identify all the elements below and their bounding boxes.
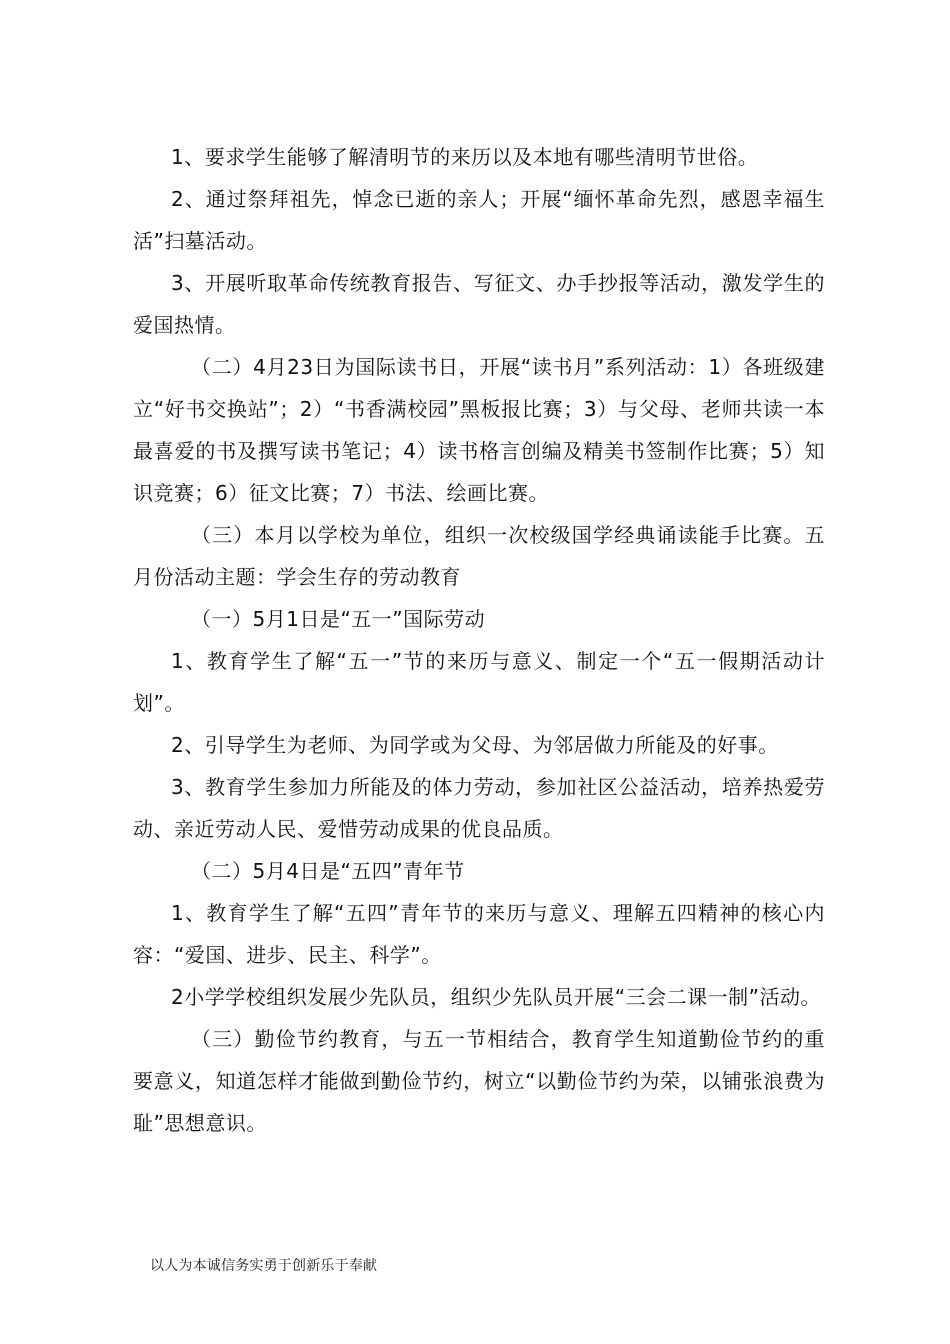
paragraph-qingming-2: 2、通过祭拜祖先，悼念已逝的亲人；开展“缅怀革命先烈，感恩幸福生活”扫墓活动。	[133, 187, 825, 253]
paragraph-reading-month: （二）4月23日为国际读书日，开展“读书月”系列活动：1）各班级建立“好书交换站”；2）“书香满校园”黑板报比赛；3）与父母、老师共读一本最喜爱的书及撰写读书笔记；4）读书格言创编及精美书签制作比赛；5）知识竞赛；6）征文比赛；7）书法、绘画比赛。	[133, 355, 825, 505]
paragraph-mayday-2: 2、引导学生为老师、为同学或为父母、为邻居做力所能及的好事。	[171, 733, 779, 757]
paragraph-youth-2: 2小学学校组织发展少先队员，组织少先队员开展“三会二课一制”活动。	[171, 985, 821, 1009]
paragraph-youth-1: 1、教育学生了解“五四”青年节的来历与意义、理解五四精神的核心内容：“爱国、进步、民主、科学”。	[133, 901, 825, 967]
paragraph-thrift: （三）勤俭节约教育，与五一节相结合，教育学生知道勤俭节约的重要意义，知道怎样才能做到勤俭节约，树立“以勤俭节约为荣，以铺张浪费为耻”思想意识。	[133, 1027, 825, 1135]
heading-may-day: （一）5月1日是“五一”国际劳动	[191, 607, 486, 631]
paragraph-classics-contest: （三）本月以学校为单位，组织一次校级国学经典诵读能手比赛。五月份活动主题：学会生存的劳动教育	[133, 523, 825, 589]
heading-youth-day: （二）5月4日是“五四”青年节	[191, 859, 465, 883]
paragraph-qingming-1: 1、要求学生能够了解清明节的来历以及本地有哪些清明节世俗。	[171, 145, 759, 169]
document-body	[133, 136, 825, 1144]
paragraph-mayday-1: 1、教育学生了解“五一”节的来历与意义、制定一个“五一假期活动计划”。	[133, 649, 825, 715]
paragraph-mayday-3: 3、教育学生参加力所能及的体力劳动，参加社区公益活动，培养热爱劳动、亲近劳动人民、爱惜劳动成果的优良品质。	[133, 775, 825, 841]
page-footer-motto: 以人为本诚信务实勇于创新乐于奉献	[150, 1258, 378, 1274]
paragraph-qingming-3: 3、开展听取革命传统教育报告、写征文、办手抄报等活动，激发学生的爱国热情。	[133, 271, 825, 337]
